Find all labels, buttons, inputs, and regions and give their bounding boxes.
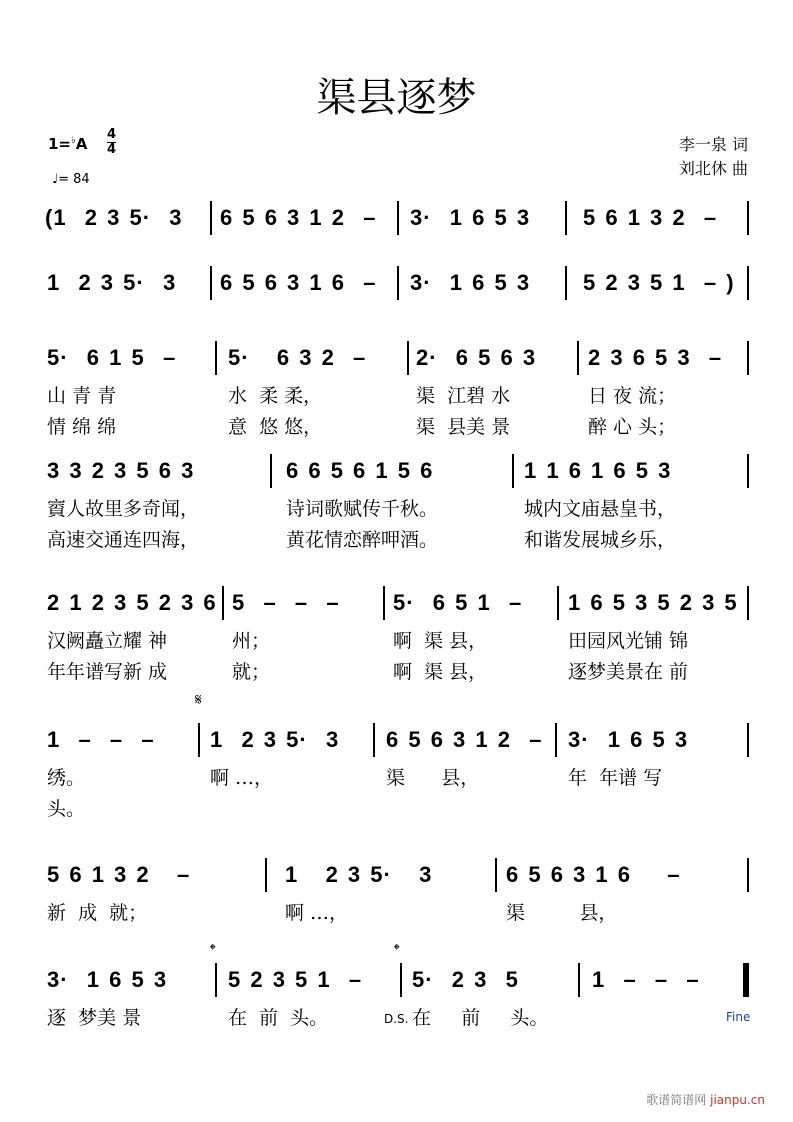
- measure-notes: 3· 1 6 5 3: [47, 967, 168, 992]
- barline: [495, 858, 497, 892]
- measure-notes: 5 6 1 3 2 –: [47, 862, 191, 887]
- lyric-text: 啊 …，: [210, 767, 274, 789]
- measure-notes: 3· 1 6 5 3: [410, 205, 531, 230]
- barline: [557, 586, 559, 620]
- barline: [555, 723, 557, 757]
- flat-sign: ♭: [71, 135, 76, 146]
- barline: [397, 266, 399, 300]
- barline: [747, 963, 749, 997]
- lyric-text: 城内文庙悬皇书，: [524, 498, 677, 520]
- lyric-text: 渠 江碧 水: [416, 385, 511, 407]
- measure-notes: 6 6 5 6 1 5 6: [286, 458, 434, 483]
- lyric-text: 逐梦美景在 前: [568, 661, 689, 683]
- quarter-note-icon: ♩: [52, 172, 59, 187]
- measure-notes: 5 6 1 3 2 –: [583, 205, 718, 230]
- measure-notes: 1 2 3 5· 3: [285, 862, 433, 887]
- measure-notes: 1 – – –: [592, 967, 700, 992]
- lyric-text: 绣。: [47, 767, 86, 789]
- barline: [210, 266, 212, 300]
- barline: [512, 454, 514, 488]
- lyric-text: 渠 县，: [386, 767, 480, 789]
- measure-notes: 1 2 3 5· 3: [47, 270, 177, 295]
- measure-notes: 6 5 6 3 1 6 –: [220, 270, 377, 295]
- measure-notes: 5· 2 3 5: [412, 967, 519, 992]
- barline: [565, 201, 567, 235]
- time-bottom: 4: [107, 142, 117, 157]
- barline: [747, 454, 749, 488]
- barline: [747, 723, 749, 757]
- barline: [215, 341, 217, 375]
- watermark: [646, 1091, 765, 1108]
- barline: [747, 266, 749, 300]
- lyric-text: 渠 县美 景: [416, 416, 511, 438]
- barline: [215, 963, 217, 997]
- barline: [270, 454, 272, 488]
- lyric-text: 啊 …，: [285, 902, 349, 924]
- measure-notes: 1 6 5 3 5 2 3 5: [568, 590, 738, 615]
- lyricist: 李一泉 词: [678, 135, 748, 154]
- lyric-text: 年年谱写新 成: [47, 661, 168, 683]
- lyric-text: 賨人故里多奇闻，: [47, 498, 200, 520]
- lyric-text: 醉 心 头；: [588, 416, 677, 438]
- measure-notes: 6 5 6 3 1 2 –: [220, 205, 377, 230]
- ds-marking: D.S.: [384, 1012, 409, 1026]
- lyric-text: 水 柔 柔，: [228, 385, 323, 407]
- measure-notes: 5· 6 3 2 –: [228, 345, 367, 370]
- measure-notes: 3· 1 6 5 3: [568, 727, 689, 752]
- barline: [407, 341, 409, 375]
- watermark-cn: 歌谱简谱网: [646, 1093, 707, 1107]
- lyric-text: 汉阙矗立耀 神: [47, 630, 168, 652]
- key-note: A: [75, 135, 88, 153]
- barline: [747, 201, 749, 235]
- lyric-text: 州；: [232, 630, 271, 652]
- segno-icon: 𝄋: [195, 690, 202, 709]
- barline: [373, 723, 375, 757]
- key-signature: [48, 135, 87, 153]
- lyric-text: 年 年谱 写: [568, 767, 663, 789]
- barline: [577, 341, 579, 375]
- song-title: 渠县逐梦: [316, 75, 477, 121]
- lyric-text: 渠 县，: [506, 902, 618, 924]
- lyric-text: 和谐发展城乡乐，: [524, 529, 677, 551]
- lyric-text: 在 前 头。: [228, 1007, 329, 1029]
- final-barline: [743, 963, 747, 997]
- composer: 刘北休 曲: [678, 159, 748, 178]
- lyric-text: 诗词歌赋传千秋。: [286, 498, 439, 520]
- lyric-text: 在 前 头。: [412, 1007, 549, 1029]
- barline: [383, 586, 385, 620]
- lyric-text: 黄花情恋醉呷酒。: [286, 529, 439, 551]
- tempo-marking: [52, 172, 90, 187]
- measure-notes: 5· 6 5 1 –: [393, 590, 523, 615]
- lyric-text: 就；: [232, 661, 271, 683]
- barline: [747, 586, 749, 620]
- measure-notes: 1 1 6 1 6 5 3: [524, 458, 672, 483]
- measure-notes: 1 2 3 5· 3: [210, 727, 340, 752]
- measure-notes: 1 – – –: [47, 727, 155, 752]
- measure-notes: (1 2 3 5· 3: [45, 205, 183, 230]
- lyric-text: 日 夜 流；: [588, 385, 677, 407]
- watermark-url: jianpu.cn: [710, 1093, 765, 1107]
- fine-marking: Fine: [726, 1010, 751, 1024]
- time-signature: [107, 128, 116, 157]
- lyric-text: 高速交通连四海，: [47, 529, 200, 551]
- measure-notes: 3 3 2 3 5 6 3: [47, 458, 195, 483]
- measure-notes: 6 5 6 3 1 6 –: [506, 862, 681, 887]
- lyric-text: 田园风光铺 锦: [568, 630, 689, 652]
- barline: [397, 201, 399, 235]
- measure-notes: 6 5 6 3 1 2 –: [386, 727, 543, 752]
- measure-notes: 2· 6 5 6 3: [416, 345, 537, 370]
- barline: [198, 723, 200, 757]
- lyric-text: 山 青 青: [47, 385, 117, 407]
- barline: [747, 858, 749, 892]
- measure-notes: 2 3 6 5 3 –: [588, 345, 723, 370]
- barline: [578, 963, 580, 997]
- lyric-text: 啊 渠 县，: [393, 661, 488, 683]
- lyric-text: 逐 梦美 景: [47, 1007, 142, 1029]
- barline: [222, 586, 224, 620]
- measure-notes: 5 2 3 5 1 –: [228, 967, 363, 992]
- lyric-text: 新 成 就；: [47, 902, 148, 924]
- lyric-text: 情 绵 绵: [47, 416, 117, 438]
- key-prefix: 1=: [48, 135, 72, 153]
- coda-icon: 𝄌: [394, 940, 400, 959]
- lyric-text: 啊 渠 县，: [393, 630, 488, 652]
- measure-notes: 5 2 3 5 1 – ): [583, 270, 735, 295]
- barline: [565, 266, 567, 300]
- time-top: 4: [107, 127, 117, 142]
- measure-notes: 3· 1 6 5 3: [410, 270, 531, 295]
- lyric-text: 意 悠 悠，: [228, 416, 323, 438]
- measure-notes: 5 – – –: [232, 590, 340, 615]
- measure-notes: 2 1 2 3 5 2 3 6: [47, 590, 217, 615]
- coda-icon: 𝄌: [210, 940, 216, 959]
- tempo-value: = 84: [58, 172, 90, 187]
- measure-notes: 5· 6 1 5 –: [47, 345, 177, 370]
- barline: [210, 201, 212, 235]
- barline: [265, 858, 267, 892]
- lyric-text: 头。: [47, 798, 86, 820]
- barline: [400, 963, 402, 997]
- barline: [747, 341, 749, 375]
